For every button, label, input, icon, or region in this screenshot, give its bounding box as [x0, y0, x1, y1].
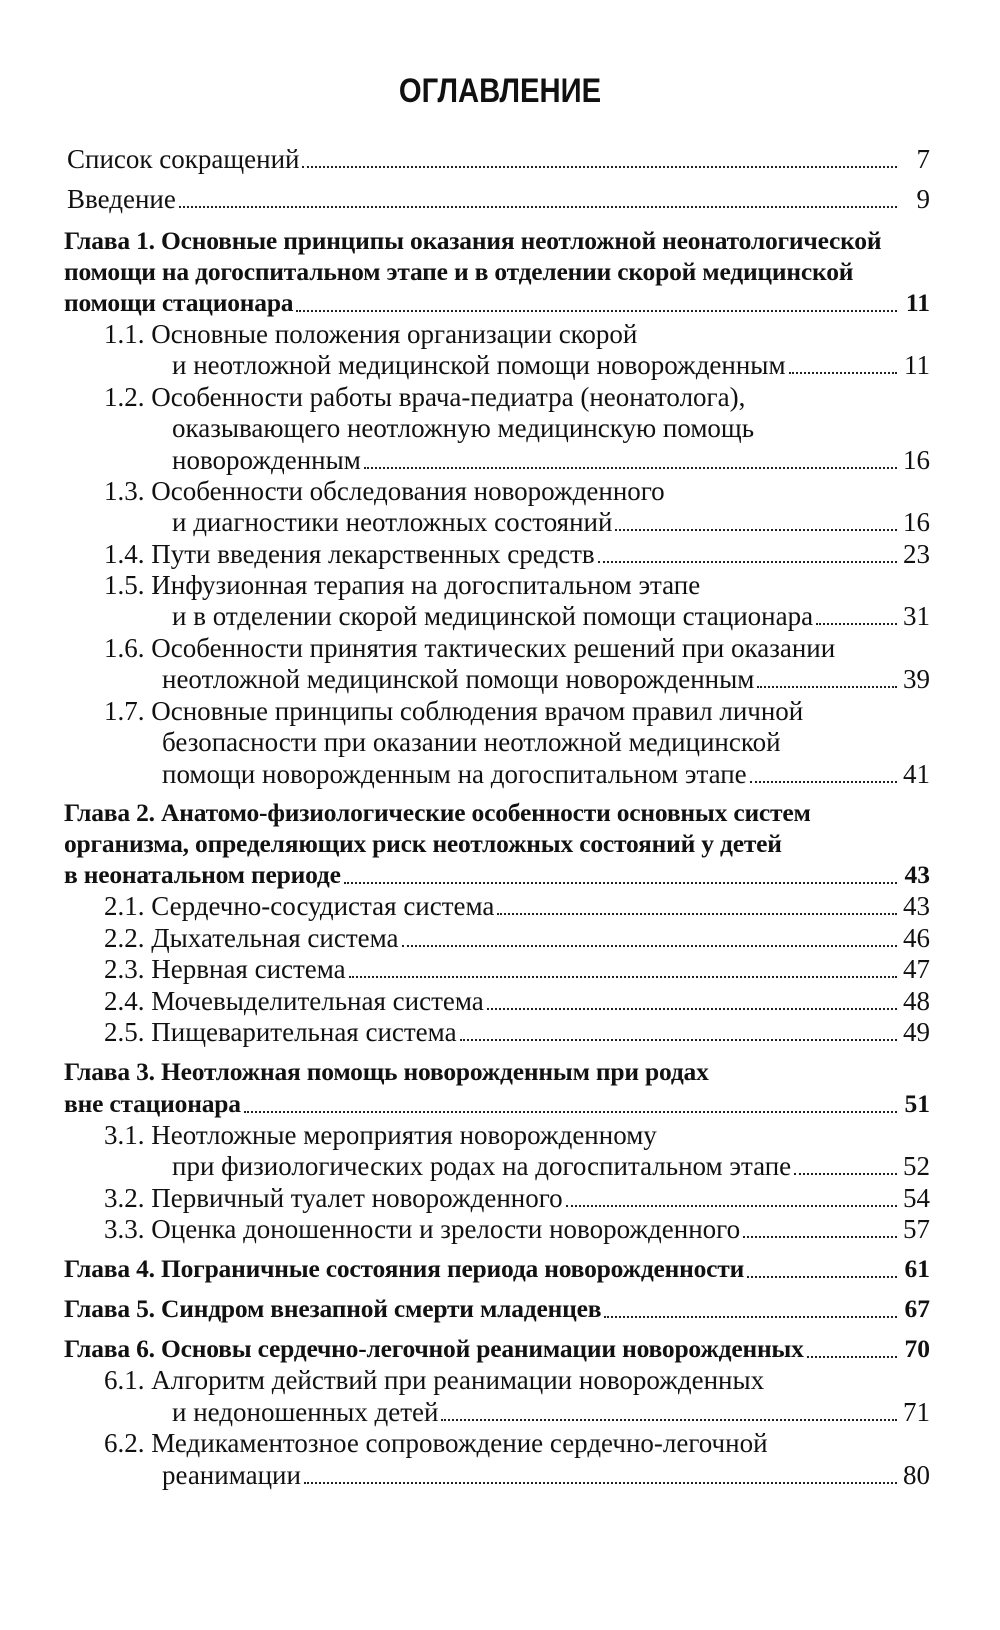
section-3-2[interactable]: 3.2. Первичный туалет новорожденного 54 [104, 1183, 930, 1213]
section-1-5[interactable]: 1.5. Инфузионная терапия на догоспитальном этапе [104, 570, 701, 600]
section-1-3-cont[interactable]: и диагностики неотложных состояний 16 [172, 507, 930, 537]
section-1-2-last[interactable]: новорожденным 16 [172, 445, 930, 475]
section-1-6[interactable]: 1.6. Особенности принятия тактических решений при оказании [104, 633, 836, 663]
section-3-1-cont[interactable]: при физиологических родах на догоспитальном этапе 52 [172, 1151, 930, 1181]
section-3-3[interactable]: 3.3. Оценка доношенности и зрелости новорожденного 57 [104, 1214, 930, 1244]
chapter-4-heading[interactable]: Глава 4. Пограничные состояния периода новорожденности 61 [64, 1254, 930, 1283]
chapter-3-heading-last[interactable]: вне стационара 51 [64, 1089, 930, 1118]
chapter-6-heading[interactable]: Глава 6. Основы сердечно-легочной реанимации новорожденных 70 [64, 1334, 930, 1363]
section-3-1[interactable]: 3.1. Неотложные мероприятия новорожденному [104, 1120, 657, 1150]
section-1-7[interactable]: 1.7. Основные принципы соблюдения врачом правил личной [104, 696, 804, 726]
section-6-2-cont[interactable]: реанимации 80 [162, 1460, 930, 1490]
chapter-1-heading-cont: помощи на догоспитальном этапе и в отделении скорой медицинской [64, 257, 854, 286]
chapter-1-heading[interactable]: Глава 1. Основные принципы оказания неотложной неонатологической [64, 226, 882, 255]
toc-entry-introduction[interactable]: Введение 9 [67, 184, 930, 214]
chapter-3-heading[interactable]: Глава 3. Неотложная помощь новорожденным при родах [64, 1057, 709, 1086]
section-2-5[interactable]: 2.5. Пищеварительная система 49 [104, 1017, 930, 1047]
section-1-6-cont[interactable]: неотложной медицинской помощи новорожденным 39 [162, 664, 930, 694]
chapter-2-heading-last[interactable]: в неонатальном периоде 43 [64, 860, 930, 889]
section-2-3[interactable]: 2.3. Нервная система 47 [104, 954, 930, 984]
chapter-2-heading[interactable]: Глава 2. Анатомо-физиологические особенности основных систем [64, 798, 811, 827]
toc-entry-abbreviations[interactable]: Список сокращений 7 [67, 144, 930, 174]
chapter-2-heading-cont: организма, определяющих риск неотложных состояний у детей [64, 829, 782, 858]
section-1-3[interactable]: 1.3. Особенности обследования новорожденного [104, 476, 665, 506]
section-1-7-last[interactable]: помощи новорожденным на догоспитальном этапе 41 [162, 759, 930, 789]
section-1-4[interactable]: 1.4. Пути введения лекарственных средств 23 [104, 539, 930, 569]
section-2-2[interactable]: 2.2. Дыхательная система 46 [104, 923, 930, 953]
section-6-1[interactable]: 6.1. Алгоритм действий при реанимации новорожденных [104, 1365, 765, 1395]
section-1-2-cont: оказывающего неотложную медицинскую помощь [172, 413, 755, 443]
section-6-1-cont[interactable]: и недоношенных детей 71 [172, 1397, 930, 1427]
section-1-5-cont[interactable]: и в отделении скорой медицинской помощи стационара 31 [172, 601, 930, 631]
section-1-1[interactable]: 1.1. Основные положения организации скорой [104, 319, 638, 349]
section-6-2[interactable]: 6.2. Медикаментозное сопровождение сердечно-легочной [104, 1428, 768, 1458]
chapter-5-heading[interactable]: Глава 5. Синдром внезапной смерти младенцев 67 [64, 1294, 930, 1323]
section-2-4[interactable]: 2.4. Мочевыделительная система 48 [104, 986, 930, 1016]
page-title: ОГЛАВЛЕНИЕ [398, 72, 602, 110]
section-1-1-cont[interactable]: и неотложной медицинской помощи новорожденным 11 [172, 350, 930, 380]
section-1-7-cont: безопасности при оказании неотложной медицинской [162, 727, 781, 757]
chapter-1-heading-last[interactable]: помощи стационара 11 [64, 288, 930, 317]
section-1-2[interactable]: 1.2. Особенности работы врача-педиатра (неонатолога), [104, 382, 746, 412]
section-2-1[interactable]: 2.1. Сердечно-сосудистая система 43 [104, 891, 930, 921]
